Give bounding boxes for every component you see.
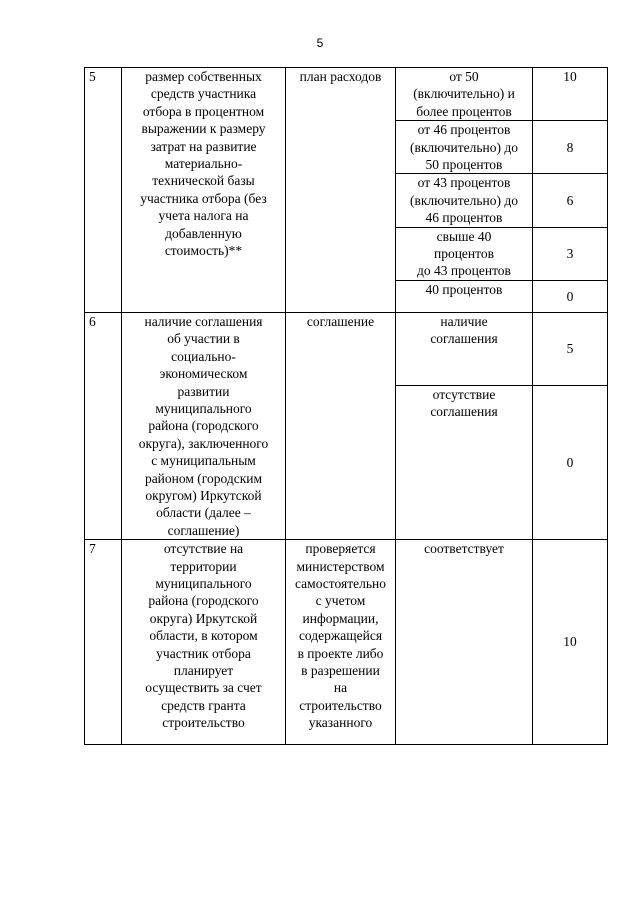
condition-cell: от 50 (включительно) и более процентов xyxy=(396,68,533,121)
points-cell: 10 xyxy=(533,540,608,745)
points-cell: 5 xyxy=(533,312,608,385)
condition-cell: от 43 процентов (включительно) до 46 процентов xyxy=(396,174,533,227)
condition-cell: 40 процентов xyxy=(396,280,533,312)
row-number: 5 xyxy=(85,68,122,313)
row-number: 7 xyxy=(85,540,122,745)
criterion-cell: наличие соглашения об участии в социально- экономическом развитии муниципального района (городского округа), заключенного с муниципальным районом (городским округом) Иркутской области (далее – соглашение) xyxy=(122,312,286,539)
source-cell: соглашение xyxy=(286,312,396,539)
condition-cell: наличие соглашения xyxy=(396,312,533,385)
table-row xyxy=(85,312,608,385)
condition-cell: свыше 40 процентов до 43 процентов xyxy=(396,227,533,280)
table-row xyxy=(85,68,608,121)
condition-cell: от 46 процентов (включительно) до 50 процентов xyxy=(396,121,533,174)
source-cell: проверяется министерством самостоятельно с учетом информации, содержащейся в проекте либо в разрешении на строительство указанного xyxy=(286,540,396,745)
points-cell: 3 xyxy=(533,227,608,280)
criteria-table xyxy=(84,67,608,745)
points-cell: 0 xyxy=(533,385,608,539)
points-cell: 10 xyxy=(533,68,608,121)
row-number: 6 xyxy=(85,312,122,539)
criterion-cell: отсутствие на территории муниципального района (городского округа) Иркутской области, в котором участник отбора планирует осуществить за счет средств гранта строительство xyxy=(122,540,286,745)
points-cell: 6 xyxy=(533,174,608,227)
points-cell: 0 xyxy=(533,280,608,312)
condition-cell: отсутствие соглашения xyxy=(396,385,533,539)
condition-cell: соответствует xyxy=(396,540,533,745)
page-number: 5 xyxy=(316,36,324,50)
points-cell: 8 xyxy=(533,121,608,174)
criterion-cell: размер собственных средств участника отбора в процентном выражении к размеру затрат на развитие материально- технической базы участника отбора (без учета налога на добавленную стоимость)** xyxy=(122,68,286,313)
source-cell: план расходов xyxy=(286,68,396,313)
table-row xyxy=(85,540,608,745)
